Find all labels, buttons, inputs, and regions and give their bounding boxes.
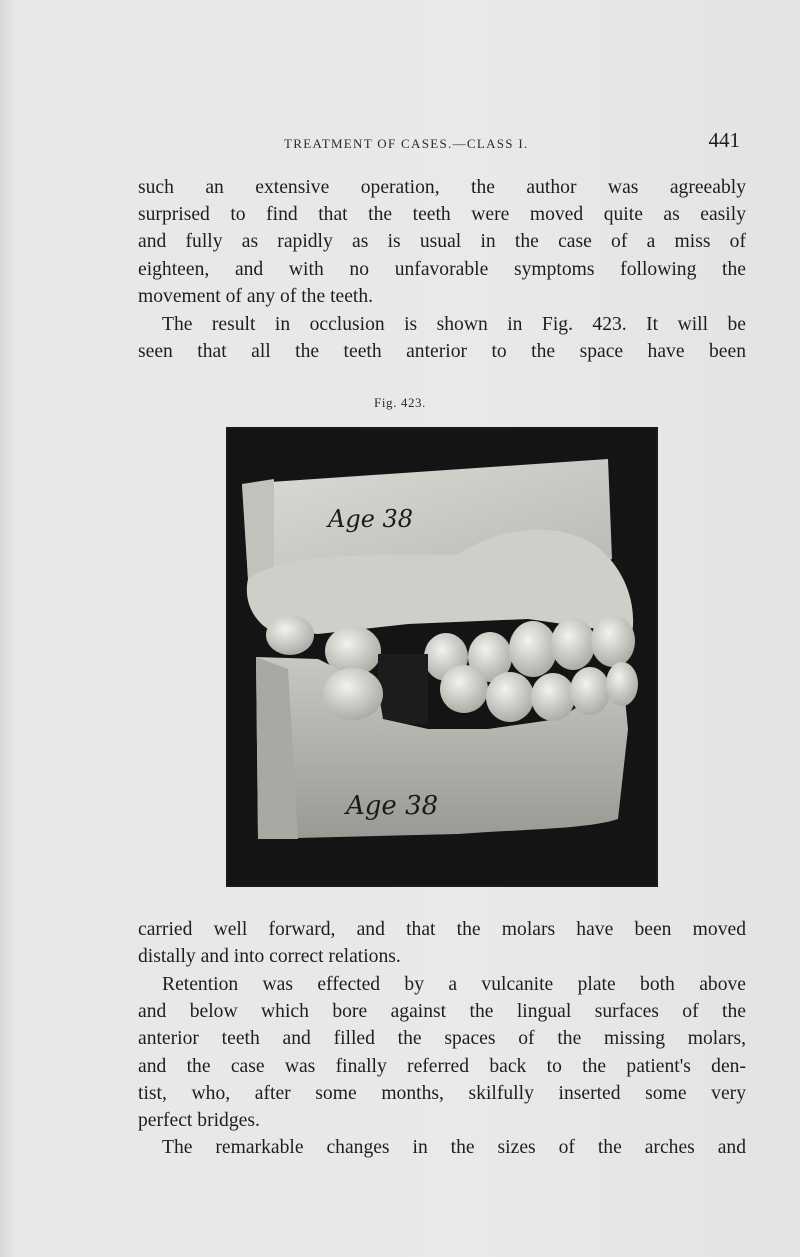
- upper-cast: [242, 459, 635, 682]
- text-line: and below which bore against the lingual surfaces of the: [138, 1001, 746, 1023]
- text-line: such an extensive operation, the author was agreeably: [138, 177, 746, 198]
- text-line: The remarkable changes in the sizes of the arches and: [162, 1137, 746, 1158]
- upper-tooth: [509, 621, 557, 677]
- page-number: 441: [708, 128, 740, 152]
- running-head: TREATMENT OF CASES.—CLASS I.: [284, 136, 529, 151]
- upper-cast-inscription: Age 38: [328, 505, 414, 533]
- text-line: surprised to find that the teeth were moved quite as easily: [138, 204, 746, 226]
- text-line: distally and into correct relations.: [138, 946, 401, 968]
- upper-tooth: [551, 618, 595, 670]
- upper-tooth: [266, 615, 314, 655]
- paragraph-5: [138, 1134, 746, 1161]
- text-line: movement of any of the teeth.: [138, 285, 374, 307]
- paragraph-1: [138, 174, 746, 310]
- text-line: and fully as rapidly as is usual in the case of a miss of: [138, 231, 746, 253]
- dental-cast-photo: [228, 429, 656, 885]
- text-line: and the case was finally referred back to the patient's den-: [138, 1055, 746, 1077]
- upper-tooth: [591, 615, 635, 667]
- paragraph-3: [138, 916, 746, 970]
- lower-tooth: [440, 665, 488, 713]
- lower-cast: [256, 657, 638, 839]
- text-line: tist, who, after some months, skilfully inserted some very: [138, 1082, 746, 1104]
- page-header: [138, 128, 742, 156]
- lower-tooth: [531, 673, 575, 721]
- lower-tooth: [570, 667, 610, 715]
- text-line: carried well forward, and that the molars have been moved: [138, 919, 746, 940]
- text-line: eighteen, and with no unfavorable symptoms following the: [138, 258, 746, 280]
- text-line: anterior teeth and filled the spaces of the missing molars,: [138, 1028, 746, 1050]
- lower-tooth: [486, 672, 534, 722]
- lower-tooth: [606, 662, 638, 706]
- paragraph-2: [138, 311, 746, 365]
- figure-photograph: [226, 427, 658, 887]
- text-line: seen that all the teeth anterior to the space have been: [138, 341, 746, 363]
- text-line: The result in occlusion is shown in Fig. 423. It will be: [162, 314, 746, 335]
- text-line: perfect bridges.: [138, 1110, 260, 1132]
- paragraph-4: [138, 971, 746, 1134]
- lower-cast-inscription: Age 38: [346, 791, 439, 821]
- lower-tooth: [323, 668, 383, 720]
- figure-label: Fig. 423.: [374, 395, 426, 410]
- text-line: Retention was effected by a vulcanite plate both above: [162, 974, 746, 995]
